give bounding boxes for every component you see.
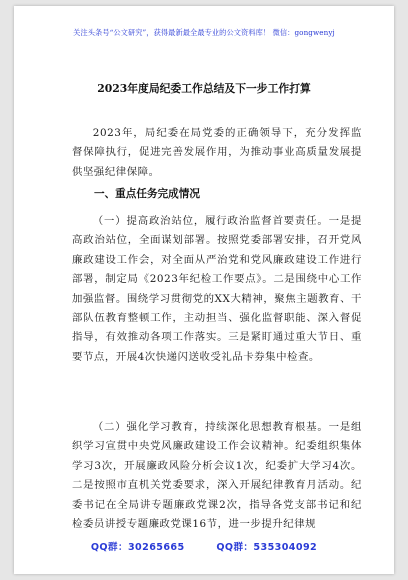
section-heading: 一、重点任务完成情况 — [94, 188, 200, 200]
qq-group-1: QQ群：30265665 — [90, 542, 185, 553]
promo-header: 关注头条号“公文研究”，获得最新最全最专业的公文资料库！ 微信：gongwenyj — [73, 28, 335, 37]
document-page — [14, 6, 394, 574]
qq-group-2: QQ群：535304092 — [216, 542, 318, 553]
paragraph-1-text: （一）提高政治站位，履行政治监督首要责任。一是提高政治站位，全面谋划部署。按照党委部署安排，召开党风廉政建设工作会，对全面从严治党和党风廉政建设工作进行部署，制定局《2023年纪检工作要点》。二是围绕中心工作加强监督。围绕学习贯彻党的XX大精神，聚焦主题教育、干部队伍教育整顿工作，主动担当、强化监督职能、深入督促指导，有效推动各项工作落实。三是紧盯通过重大节日、重要节点，开展4次快递闪送收受礼品卡券集中检查。 — [72, 215, 362, 363]
intro-text: 2023年，局纪委在局党委的正确领导下，充分发挥监督保障执行，促进完善发展作用，为推动事业高质量发展提供坚强纪律保障。 — [72, 127, 362, 178]
paragraph-political-supervision — [72, 212, 362, 367]
paragraph-study-education — [72, 418, 362, 534]
document-title: 2023年度局纪委工作总结及下一步工作打算 — [97, 82, 311, 95]
paragraph-2-text: （二）强化学习教育，持续深化思想教育根基。一是组织学习宣贯中央党风廉政建设工作会议精神。纪委组织集体学习3次，开展廉政风险分析会议1次，纪委扩大学习4次。二是按照市直机关党委要求，深入开展纪律教育月活动。纪委书记在全局讲专题廉政党课2次，指导各党支部书记和纪检委员讲授专题廉政党课16节，进一步提升纪律规 — [72, 421, 362, 531]
intro-paragraph — [72, 124, 362, 182]
qq-footer — [14, 539, 394, 553]
